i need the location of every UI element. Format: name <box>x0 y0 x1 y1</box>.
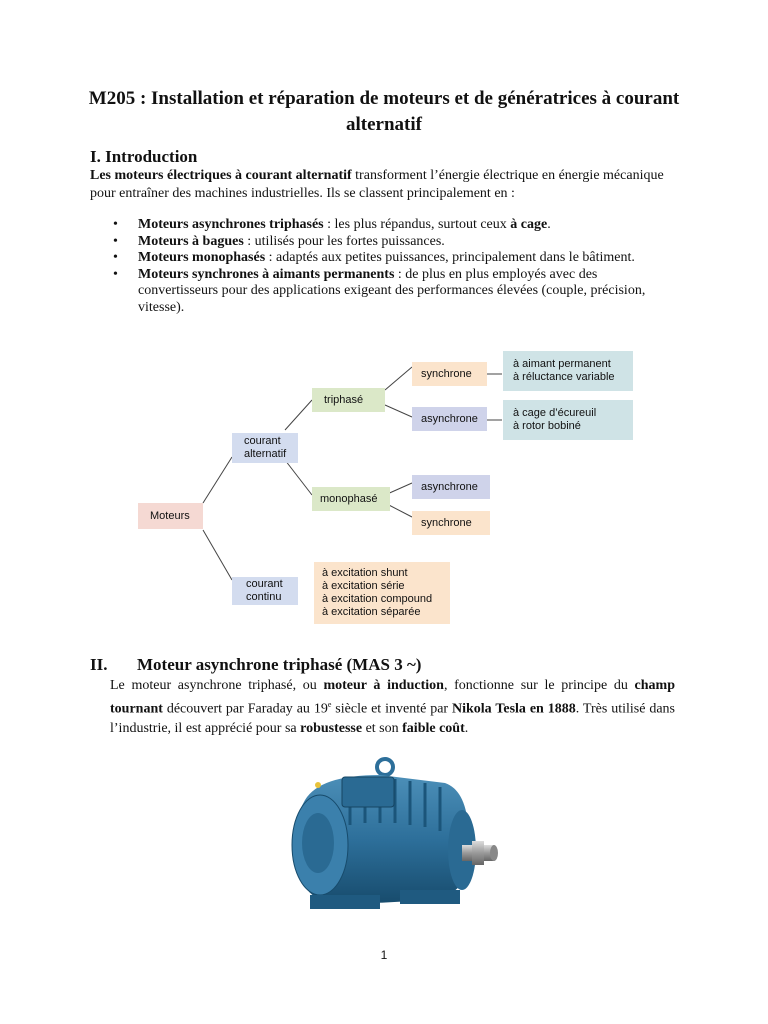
monophase-box: monophasé <box>312 487 390 511</box>
motor-classification-diagram <box>130 345 650 630</box>
intro-paragraph <box>90 167 680 203</box>
section-2-heading: Moteur asynchrone triphasé (MAS 3 ~) <box>137 655 422 674</box>
list-item: • Moteurs à bagues : utilisés pour les fortes puissances. <box>113 233 445 249</box>
tri-asynchrone-box: asynchrone <box>412 407 487 431</box>
courant-continu-box: courant continu <box>232 577 298 605</box>
section-2-paragraph: Le moteur asynchrone triphasé, ou moteur à induction, fonctionne sur le principe du champ tournant découvert par Faraday au 19e siècle et inventé par Nikola Tesla en 1888. Très utilisé dans l’industrie, il est apprécié pour sa robustesse et son faible coût. <box>110 678 676 736</box>
triphase-box: triphasé <box>312 388 385 412</box>
mono-synchrone-box: synchrone <box>412 511 490 535</box>
continu-types-box: à excitation shunt à excitation série à excitation compound à excitation séparée <box>314 562 450 624</box>
intro-text: transforment l’énergie électrique en énergie mécanique pour entraîner des machines industrielles. Ils se classent principalement en : <box>90 168 664 201</box>
courant-alternatif-box: courant alternatif <box>232 433 298 463</box>
electric-motor-photo <box>280 755 505 920</box>
list-item: • Moteurs synchrones à aimants permanents : de plus en plus employés avec des convertisseurs pour des applications exigeant des performances élevées (couple, précision, vitesse). <box>113 266 646 315</box>
page-title: M205 : Installation et réparation de moteurs et de génératrices à courant alternatif <box>88 88 680 135</box>
section-2-number: II. <box>90 655 108 674</box>
page-number: 1 <box>380 948 388 962</box>
asynchrone-types-box: à cage d’écureuil à rotor bobiné <box>503 400 633 440</box>
moteurs-box: Moteurs <box>138 503 203 529</box>
list-item: • Moteurs asynchrones triphasés : les plus répandus, surtout ceux à cage. <box>113 217 551 232</box>
mono-asynchrone-box: asynchrone <box>412 475 490 499</box>
intro-bold: Les moteurs électriques à courant alternatif <box>90 168 352 183</box>
synchrone-types-box: à aimant permanent à réluctance variable <box>503 351 633 391</box>
section-1-heading: I. Introduction <box>90 147 198 166</box>
tri-synchrone-box: synchrone <box>412 362 487 386</box>
list-item: • Moteurs monophasés : adaptés aux petites puissances, principalement dans le bâtiment. <box>113 250 635 265</box>
motor-types-list <box>110 217 670 316</box>
